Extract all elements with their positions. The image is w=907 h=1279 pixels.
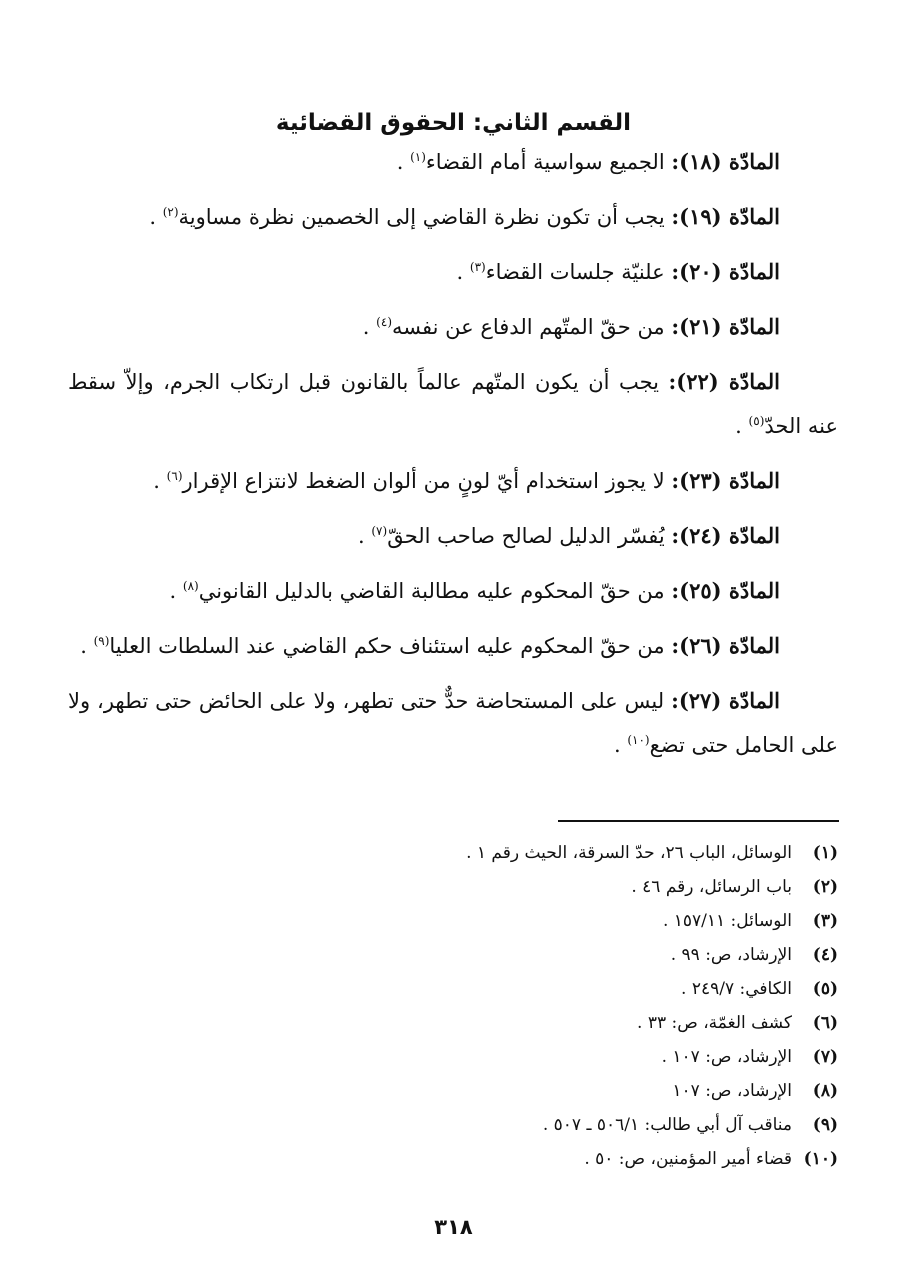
article-end-mark: . [169, 579, 177, 603]
article-text: الجميع سواسية أمام القضاء [425, 150, 665, 174]
footnote-6 [200, 1006, 838, 1040]
footnote-number: (٧) [812, 1047, 838, 1067]
footnote-reference[interactable]: (٣) [469, 260, 486, 274]
footnote-3 [200, 904, 838, 938]
footnote-reference[interactable]: (٧) [371, 524, 388, 538]
footnote-number: (١٠) [803, 1149, 838, 1169]
footnote-number: (٢) [812, 877, 838, 897]
footnote-10 [200, 1142, 838, 1176]
article-label: المادّة (٢٠): [671, 259, 780, 284]
article-text: لا يجوز استخدام أيّ لونٍ من ألوان الضغط لانتزاع الإقرار [182, 469, 665, 493]
article-text: من حقّ المتّهم الدفاع عن نفسه [392, 315, 665, 339]
article-end-mark: . [357, 524, 365, 548]
article-label: المادّة (٢١): [671, 314, 780, 339]
footnote-text: الإرشاد، ص: ٩٩ . [670, 945, 792, 965]
article-label: المادّة (١٨): [671, 149, 780, 174]
article-label: المادّة (٢٧): [671, 688, 780, 713]
footnotes-list [200, 836, 838, 1176]
footnote-reference[interactable]: (٨) [182, 579, 199, 593]
footnote-reference[interactable]: (٥) [748, 414, 765, 428]
footnote-9 [200, 1108, 838, 1142]
footnote-reference[interactable]: (٦) [166, 469, 183, 483]
article-text: ليس على المستحاضة حدٌّ حتى تطهر، ولا على الحائض حتى تطهر، ولا على الحامل حتى تضع [68, 689, 838, 757]
article-text: يجب أن تكون نظرة القاضي إلى الخصمين نظرة مساوية [178, 205, 665, 229]
footnote-5 [200, 972, 838, 1006]
article-21 [68, 305, 838, 349]
footnote-text: مناقب آل أبي طالب: ٥٠٦/١ ـ ٥٠٧ . [542, 1115, 792, 1135]
article-text: علنيّة جلسات القضاء [485, 260, 665, 284]
article-18 [68, 140, 838, 184]
article-text: يجب أن يكون المتّهم عالماً بالقانون قبل ارتكاب الجرم، وإلاّ سقط عنه الحدّ [68, 370, 838, 438]
article-label: المادّة (٢٥): [671, 578, 780, 603]
article-end-mark: . [396, 150, 404, 174]
article-19 [68, 195, 838, 239]
footnote-text: الإرشاد، ص: ١٠٧ . [661, 1047, 792, 1067]
article-24 [68, 514, 838, 558]
article-end-mark: . [735, 414, 742, 438]
footnote-1 [200, 836, 838, 870]
footnote-number: (٨) [812, 1081, 838, 1101]
footnote-text: باب الرسائل، رقم ٤٦ . [631, 877, 792, 897]
article-23 [68, 459, 838, 503]
section-title: القسم الثاني: الحقوق القضائية [275, 110, 632, 137]
footnote-reference[interactable]: (١٠) [627, 733, 650, 747]
article-label: المادّة (٢٦): [671, 633, 780, 658]
footnote-reference[interactable]: (٩) [93, 634, 110, 648]
article-27 [68, 679, 838, 767]
page-number: ٣١٨ [434, 1215, 473, 1239]
footnote-text: الكافي: ٢٤٩/٧ . [681, 979, 792, 999]
article-22 [68, 360, 838, 448]
article-25 [68, 569, 838, 613]
article-text: من حقّ المحكوم عليه استئناف حكم القاضي عند السلطات العليا [109, 634, 665, 658]
article-label: المادّة (٢٣): [671, 468, 780, 493]
article-end-mark: . [153, 469, 160, 493]
article-label: المادّة (٢٤): [671, 523, 780, 548]
article-26 [68, 624, 838, 668]
article-20 [68, 250, 838, 294]
articles-list [68, 140, 838, 778]
footnote-number: (٣) [812, 911, 838, 931]
article-label: المادّة (٢٢): [668, 369, 780, 394]
article-text: من حقّ المحكوم عليه مطالبة القاضي بالدليل القانوني [198, 579, 665, 603]
footnote-number: (٤) [812, 945, 838, 965]
footnote-8 [200, 1074, 838, 1108]
footnote-separator [558, 820, 839, 822]
article-end-mark: . [362, 315, 370, 339]
footnote-2 [200, 870, 838, 904]
footnote-number: (١) [812, 843, 838, 863]
footnote-text: الوسائل: ١٥٧/١١ . [662, 911, 792, 931]
footnote-text: الوسائل، الباب ٢٦، حدّ السرقة، الحيث رقم ١ . [466, 843, 792, 863]
footnote-4 [200, 938, 838, 972]
footnote-text: كشف الغمّة، ص: ٣٣ . [637, 1013, 792, 1033]
article-end-mark: . [149, 205, 157, 229]
footnote-number: (٦) [812, 1013, 838, 1033]
footnote-reference[interactable]: (١) [410, 150, 426, 164]
article-label: المادّة (١٩): [671, 204, 780, 229]
footnote-reference[interactable]: (٢) [162, 205, 179, 219]
article-end-mark: . [80, 634, 87, 658]
article-end-mark: . [613, 733, 621, 757]
footnote-reference[interactable]: (٤) [376, 315, 392, 329]
footnote-text: قضاء أمير المؤمنين، ص: ٥٠ . [584, 1149, 792, 1169]
footnote-7 [200, 1040, 838, 1074]
footnote-text: الإرشاد، ص: ١٠٧ [672, 1081, 792, 1101]
article-end-mark: . [456, 260, 464, 284]
article-text: يُفسّر الدليل لصالح صاحب الحقّ [387, 524, 665, 548]
footnote-number: (٩) [812, 1115, 838, 1135]
footnote-number: (٥) [812, 979, 838, 999]
